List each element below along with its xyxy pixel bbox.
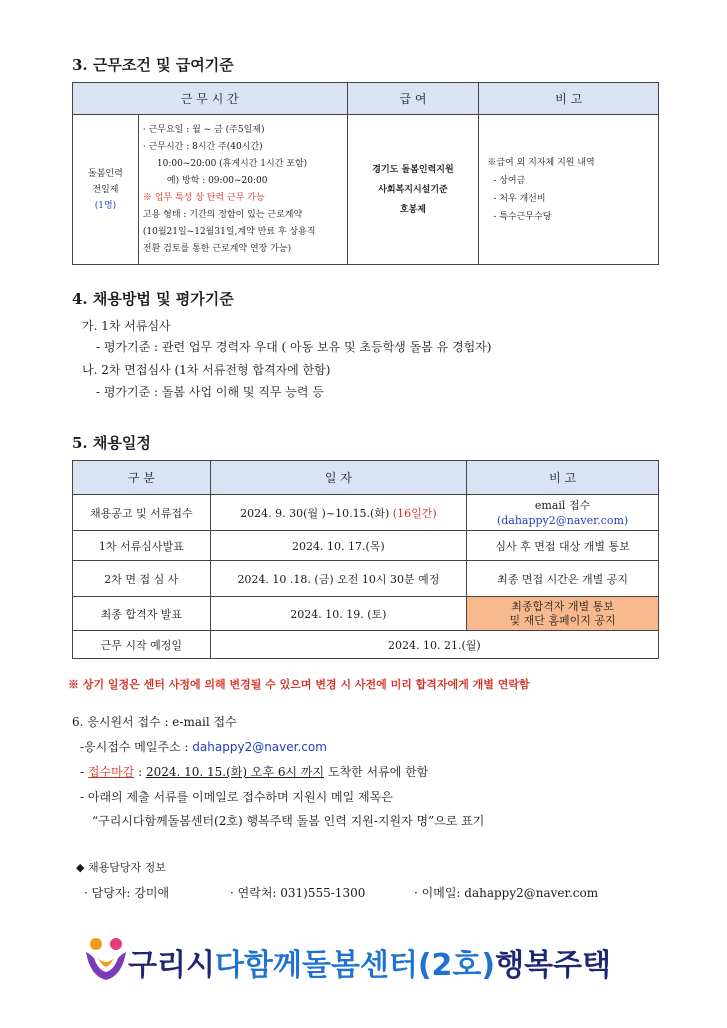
mail-label: -응시접수 메일주소 : — [80, 740, 189, 754]
table-row — [73, 561, 659, 597]
schedule-note: 심사 후 면접 대상 개별 통보 — [467, 531, 659, 561]
work-conditions-table — [72, 82, 659, 265]
schedule-note-line: 및 재단 홈페이지 공지 — [509, 613, 616, 627]
contact-person: · 담당자: 강미애 — [84, 886, 170, 900]
contact-email: · 이메일: dahappy2@naver.com — [414, 886, 599, 900]
schedule-date — [210, 495, 466, 531]
schedule-header-type: 구 분 — [73, 461, 211, 495]
table-row — [73, 597, 659, 631]
hours-line: 고용 형태 : 기간의 정함이 있는 근로계약 — [142, 209, 303, 220]
hours-line: 10:00~20:00 (휴게시간 1시간 포함) — [156, 158, 308, 169]
deadline-rest: 도착한 서류에 한함 — [327, 765, 429, 779]
hours-line: (10월21일~12월31일,계약 만료 후 상용직 — [142, 226, 316, 237]
deadline-label: 접수마감 — [87, 765, 135, 779]
schedule-note-line: email 접수 — [534, 498, 591, 512]
deadline-dash: - — [80, 765, 85, 779]
deadline-colon: : — [138, 765, 143, 779]
schedule-date: 2024. 10. 21.(월) — [210, 631, 658, 659]
logo-housing: 행복주택 — [495, 948, 612, 983]
hours-line: · 근무시간 : 8시간 주(40시간) — [142, 141, 263, 152]
hours-line: 예) 방학 : 09:00~20:00 — [166, 175, 268, 186]
hours-line: 전환 검토를 통한 근로계약 연장 가능) — [142, 243, 292, 254]
hours-flex-note: ※ 업무 특성 상 탄력 근무 가능 — [142, 192, 265, 203]
table-row — [73, 531, 659, 561]
role-line: 전일제 — [92, 184, 119, 195]
section5-title: 5. 채용일정 — [72, 434, 151, 452]
remarks-line: - 특수근무수당 — [493, 211, 552, 222]
schedule-date: 2024. 10. 17.(목) — [210, 531, 466, 561]
remarks-line: ※급여 외 지자체 지원 내역 — [487, 157, 595, 168]
step1-title: 가. 1차 서류심사 — [82, 319, 171, 333]
schedule-date-text: 2024. 9. 30(월 )~10.15.(화) — [240, 506, 390, 520]
table-row — [73, 631, 659, 659]
step2-title: 나. 2차 면접심사 (1차 서류전형 합격자에 한함) — [82, 363, 331, 377]
deadline-date: 2024. 10. 15.(화) 오후 6시 까지 — [145, 765, 325, 779]
schedule-date: 2024. 10 .18. (금) 오전 10시 30분 예정 — [210, 561, 466, 597]
schedule-note — [467, 495, 659, 531]
header-pay: 급 여 — [347, 83, 479, 115]
pay-line: 호봉제 — [399, 204, 426, 215]
schedule-note-email: (dahappy2@naver.com) — [496, 513, 629, 527]
remarks-cell — [479, 115, 659, 265]
schedule-note: 최종 면접 시간은 개별 공지 — [467, 561, 659, 597]
pay-line: 경기도 돌봄인력지원 — [372, 164, 454, 175]
pay-line: 사회복지시설기준 — [378, 184, 448, 195]
contact-phone: · 연락처: 031)555-1300 — [230, 886, 366, 900]
pay-cell — [347, 115, 479, 265]
schedule-header-note: 비 고 — [467, 461, 659, 495]
section6-title: 6. 응시원서 접수 : e-mail 접수 — [72, 715, 237, 729]
center-logo-icon — [82, 936, 130, 984]
table-row — [73, 495, 659, 531]
header-remarks: 비 고 — [479, 83, 659, 115]
role-cell — [73, 115, 139, 265]
role-line: 돌봄인력 — [88, 168, 123, 179]
logo-city: 구리시 — [128, 948, 215, 983]
schedule-table — [72, 460, 659, 659]
step2-criteria: - 평가기준 : 돌봄 사업 이해 및 직무 능력 등 — [96, 385, 324, 399]
section4-title: 4. 채용방법 및 평가기준 — [72, 290, 234, 308]
contact-title: ◆ 채용담당자 정보 — [76, 861, 166, 874]
schedule-label: 2차 면 접 심 사 — [73, 561, 211, 597]
schedule-label: 1차 서류심사발표 — [73, 531, 211, 561]
mail-line — [80, 738, 327, 755]
schedule-label: 최종 합격자 발표 — [73, 597, 211, 631]
deadline-line — [80, 763, 428, 780]
submission-line: - 아래의 제출 서류를 이메일로 접수하며 지원시 메일 제목은 — [80, 790, 393, 804]
schedule-label: 채용공고 및 서류접수 — [73, 495, 211, 531]
schedule-label: 근무 시작 예정일 — [73, 631, 211, 659]
mail-address-link[interactable]: dahappy2@naver.com — [192, 740, 327, 754]
schedule-duration: (16일간) — [392, 506, 437, 520]
logo-center: 다함께돌봄센터(2호) — [214, 948, 496, 983]
remarks-line: - 처우 개선비 — [493, 193, 546, 204]
center-logo-text — [128, 940, 611, 984]
schedule-note-line: 최종합격자 개별 통보 — [511, 599, 614, 613]
schedule-notice: ※ 상기 일정은 센터 사정에 의해 변경될 수 있으며 변경 시 사전에 미리 합격자에게 개별 연락함 — [68, 678, 530, 691]
header-hours: 근 무 시 간 — [73, 83, 348, 115]
schedule-header-date: 일 자 — [210, 461, 466, 495]
schedule-note-highlight — [467, 597, 659, 631]
hours-line: · 근무요일 : 월 ~ 금 (주5일제) — [142, 124, 265, 135]
role-count: (1명) — [94, 200, 117, 211]
hours-cell — [138, 115, 347, 265]
section3-title: 3. 근무조건 및 급여기준 — [72, 56, 234, 74]
schedule-date: 2024. 10. 19. (토) — [210, 597, 466, 631]
step1-criteria: - 평가기준 : 관련 업무 경력자 우대 ( 아동 보유 및 초등학생 돌봄 유 경험자) — [96, 340, 492, 354]
remarks-line: - 상여금 — [493, 175, 526, 186]
mail-subject-line: “구리시다함께돌봄센터(2호) 행복주택 돌봄 인력 지원-지원자 명”으로 표기 — [92, 814, 485, 828]
